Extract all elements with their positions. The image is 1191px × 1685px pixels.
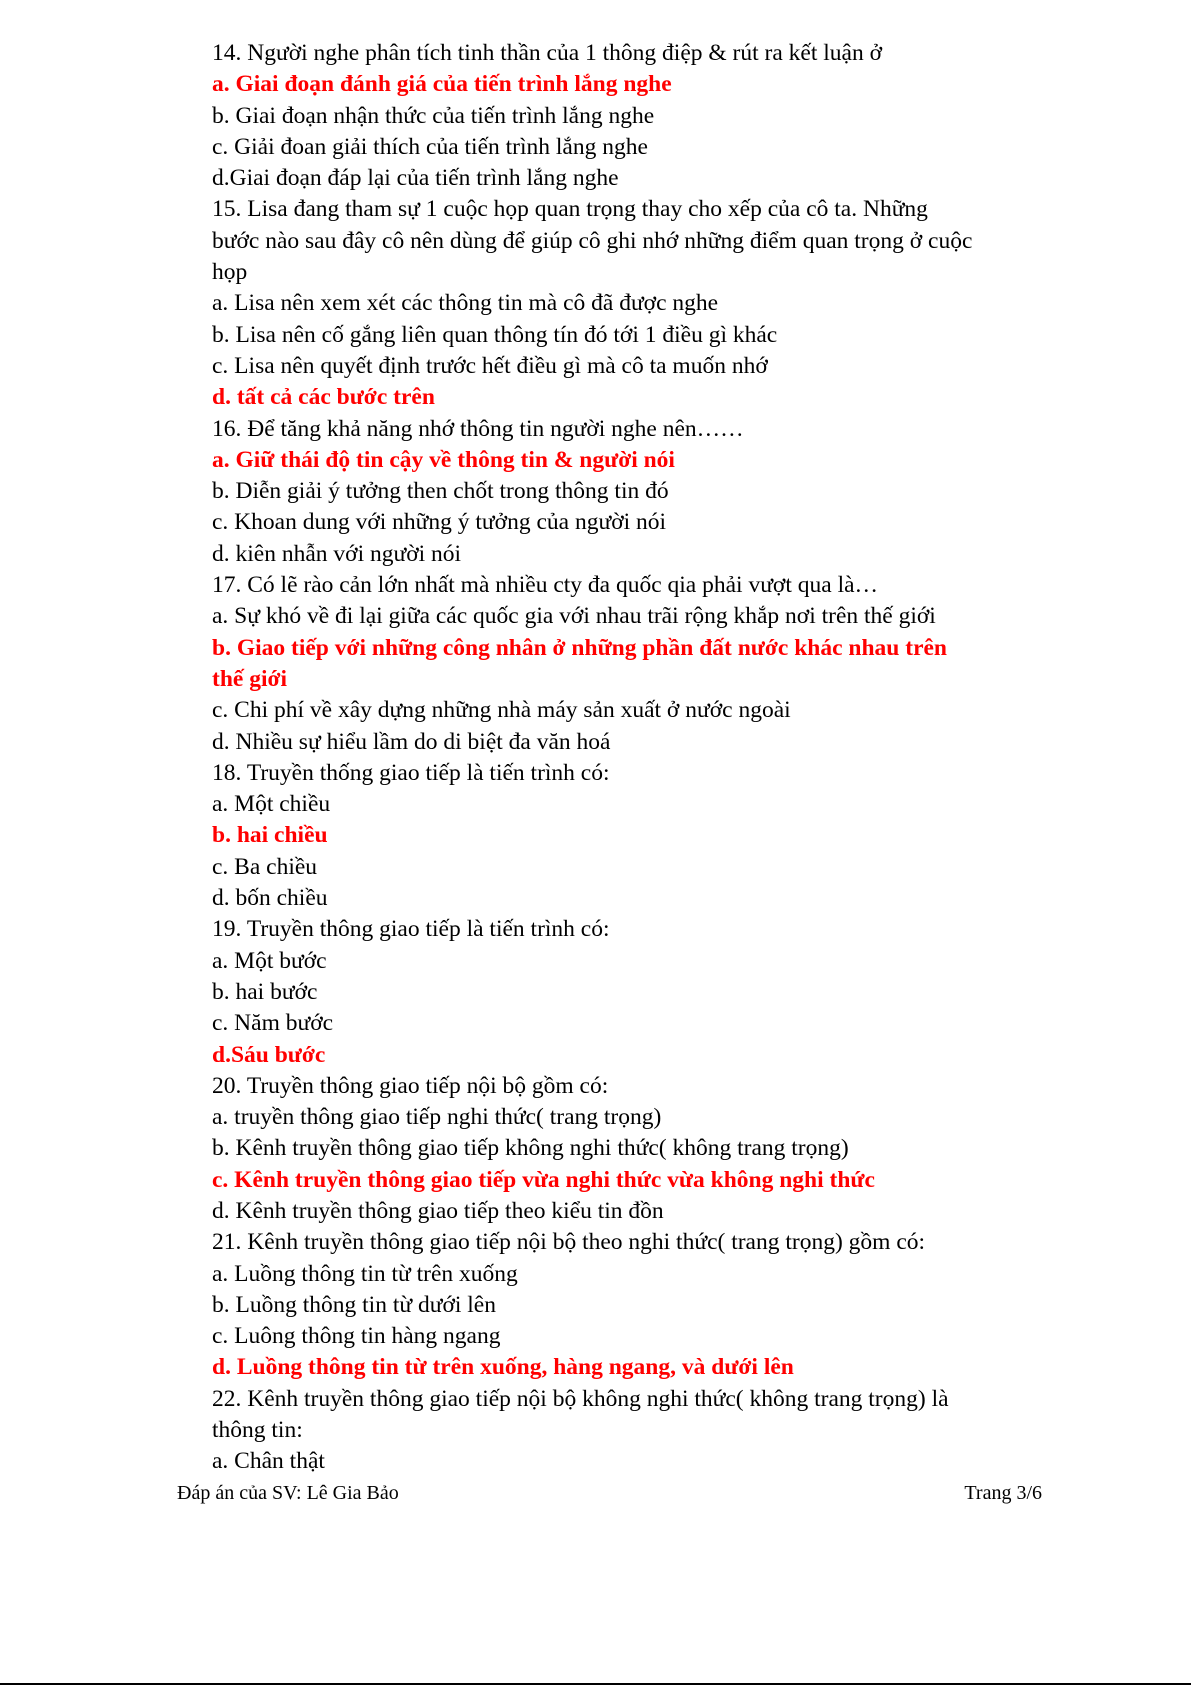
correct-answer-line: d. tất cả các bước trên [212,384,435,411]
text-line: c. Ba chiều [212,853,318,880]
text-line: d. Nhiều sự hiểu lầm do di biệt đa văn hoá [212,728,611,755]
text-line: c. Khoan dung với những ý tưởng của người nói [212,509,667,536]
text-line: b. Kênh truyền thông giao tiếp không nghi thức( không trang trọng) [212,1135,849,1162]
text-line: d. bốn chiều [212,885,328,912]
text-line: 14. Người nghe phân tích tinh thần của 1 thông điệp & rút ra kết luận ở [212,40,882,66]
correct-answer-line: a. Giai đoạn đánh giá của tiến trình lắng nghe [212,71,672,98]
text-line: c. Giải đoan giải thích của tiến trình lắng nghe [212,133,648,160]
text-line: 20. Truyền thông giao tiếp nội bộ gồm có: [212,1072,609,1099]
text-line: 19. Truyền thông giao tiếp là tiến trình có: [212,916,610,943]
correct-answer-line: d. Luồng thông tin từ trên xuống, hàng ngang, và dưới lên [212,1354,794,1381]
text-line: 21. Kênh truyền thông giao tiếp nội bộ theo nghi thức( trang trọng) gồm có: [212,1229,926,1256]
text-line: 15. Lisa đang tham sự 1 cuộc họp quan trọng thay cho xếp của cô ta. Những [212,196,928,223]
correct-answer-line: c. Kênh truyền thông giao tiếp vừa nghi thức vừa không nghi thức [212,1166,875,1193]
text-line: c. Luông thông tin hàng ngang [212,1323,501,1350]
text-line: d. kiên nhẫn với người nói [212,540,462,567]
correct-answer-line: b. Giao tiếp với những công nhân ở những phần đất nước khác nhau trên [212,634,947,661]
text-line: c. Lisa nên quyết định trước hết điều gì mà cô ta muốn nhớ [212,352,768,379]
correct-answer-line: thế giới [212,665,288,692]
text-line: 22. Kênh truyền thông giao tiếp nội bộ không nghi thức( không trang trọng) là [212,1385,949,1412]
text-line: 17. Có lẽ rào cản lớn nhất mà nhiều cty đa quốc qia phải vượt qua là… [212,572,879,599]
text-line: b. Giai đoạn nhận thức của tiến trình lắng nghe [212,102,655,129]
question-list [212,38,1092,1478]
text-line: a. Sự khó về đi lại giữa các quốc gia với nhau trãi rộng khắp nơi trên thế giới [212,603,936,630]
footer-page-number: Trang 3/6 [964,1482,1042,1504]
text-line: c. Năm bước [212,1010,334,1037]
text-line: 16. Để tăng khả năng nhớ thông tin người nghe nên…… [212,415,744,442]
correct-answer-line: a. Giữ thái độ tin cậy về thông tin & người nói [212,446,675,473]
text-line: b. Diễn giải ý tưởng then chốt trong thông tin đó [212,478,669,505]
text-line: d. Kênh truyền thông giao tiếp theo kiểu tin đồn [212,1197,664,1224]
text-line: a. Một bước [212,947,327,974]
text-line: a. truyền thông giao tiếp nghi thức( trang trọng) [212,1104,662,1131]
text-line: d.Giai đoạn đáp lại của tiến trình lắng nghe [212,165,619,192]
text-line: a. Luồng thông tin từ trên xuống [212,1260,518,1287]
text-line: 18. Truyền thống giao tiếp là tiến trình có: [212,759,610,786]
text-line: a. Lisa nên xem xét các thông tin mà cô đã được nghe [212,290,719,317]
text-line: c. Chi phí về xây dựng những nhà máy sản xuất ở nước ngoài [212,697,791,724]
correct-answer-line: d.Sáu bước [212,1041,326,1068]
text-line: thông tin: [212,1417,303,1444]
text-line: họp [212,259,248,286]
text-line: a. Chân thật [212,1448,325,1475]
text-line: b. hai bước [212,978,318,1005]
text-line: b. Lisa nên cố gắng liên quan thông tín đó tới 1 điều gì khác [212,321,778,348]
text-line: b. Luồng thông tin từ dưới lên [212,1291,496,1318]
text-line: a. Một chiều [212,791,331,818]
text-line: bước nào sau đây cô nên dùng để giúp cô ghi nhớ những điểm quan trọng ở cuộc [212,227,973,254]
correct-answer-line: b. hai chiều [212,822,328,849]
footer-author: Đáp án của SV: Lê Gia Bảo [177,1482,399,1504]
